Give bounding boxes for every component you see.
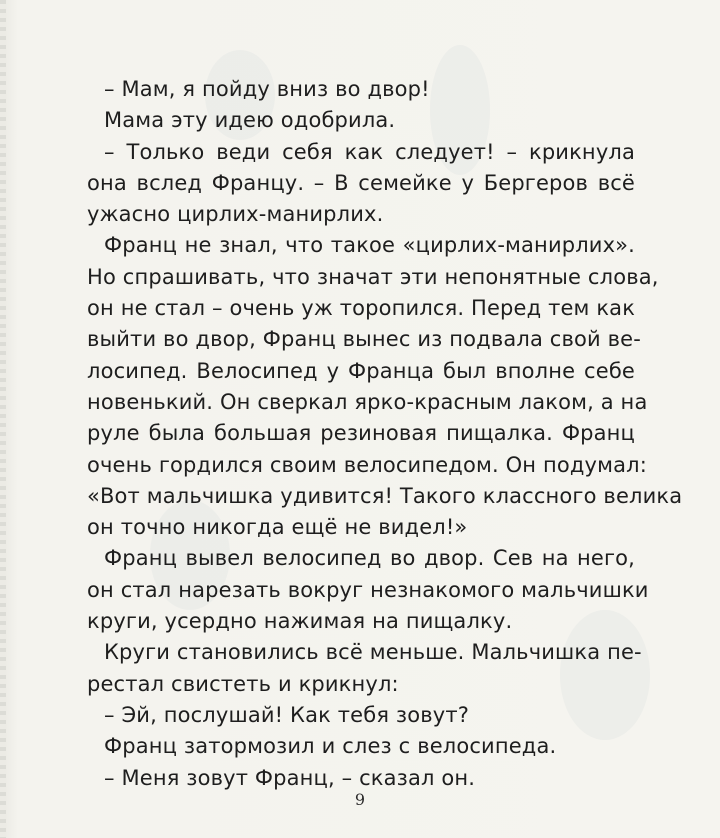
text-line: она вслед Францу. – В семейке у Бергеров всё bbox=[87, 170, 635, 195]
text-line: выйти во двор, Франц вынес из подвала свой ве- bbox=[87, 327, 641, 352]
text-line: он точно никогда ещё не видел!» bbox=[87, 515, 468, 540]
text-line: «Вот мальчишка удивится! Такого классного велика bbox=[87, 483, 683, 508]
text-line: Но спрашивать, что значат эти непонятные слова, bbox=[87, 264, 659, 289]
text-line: Мама эту идею одобрила. bbox=[104, 108, 396, 133]
text-line: лосипед. Велосипед у Франца был вполне себе bbox=[87, 358, 635, 383]
text-line: он не стал – очень уж торопился. Перед тем как bbox=[87, 296, 636, 321]
text-line: новенький. Он сверкал ярко-красным лаком, а на bbox=[87, 389, 648, 414]
text-line: рестал свистеть и крикнул: bbox=[87, 671, 399, 696]
text-line: Франц не знал, что такое «цирлих-манирлих». bbox=[104, 233, 635, 258]
text-line: – Только веди себя как следует! – крикнула bbox=[104, 139, 635, 164]
text-line: Франц затормозил и слез с велосипеда. bbox=[104, 734, 557, 759]
text-line: Франц вывел велосипед во двор. Сев на него, bbox=[104, 546, 635, 571]
text-line: руле была большая резиновая пищалка. Франц bbox=[87, 421, 635, 446]
text-line: Круги становились всё меньше. Мальчишка пе- bbox=[104, 640, 642, 665]
text-line: – Меня зовут Франц, – сказал он. bbox=[104, 765, 476, 790]
binding-edge bbox=[0, 0, 6, 838]
text-line: круги, усердно нажимая на пищалку. bbox=[87, 609, 513, 634]
page-number: 9 bbox=[354, 790, 366, 809]
body-text bbox=[87, 74, 683, 794]
text-line: он стал нарезать вокруг незнакомого мальчишки bbox=[87, 577, 649, 602]
text-line: ужасно цирлих-манирлих. bbox=[87, 202, 384, 227]
text-line: – Эй, послушай! Как тебя зовут? bbox=[104, 702, 470, 727]
text-line: – Мам, я пойду вниз во двор! bbox=[104, 77, 430, 101]
text-line: очень гордился своим велосипедом. Он подумал: bbox=[87, 452, 647, 477]
